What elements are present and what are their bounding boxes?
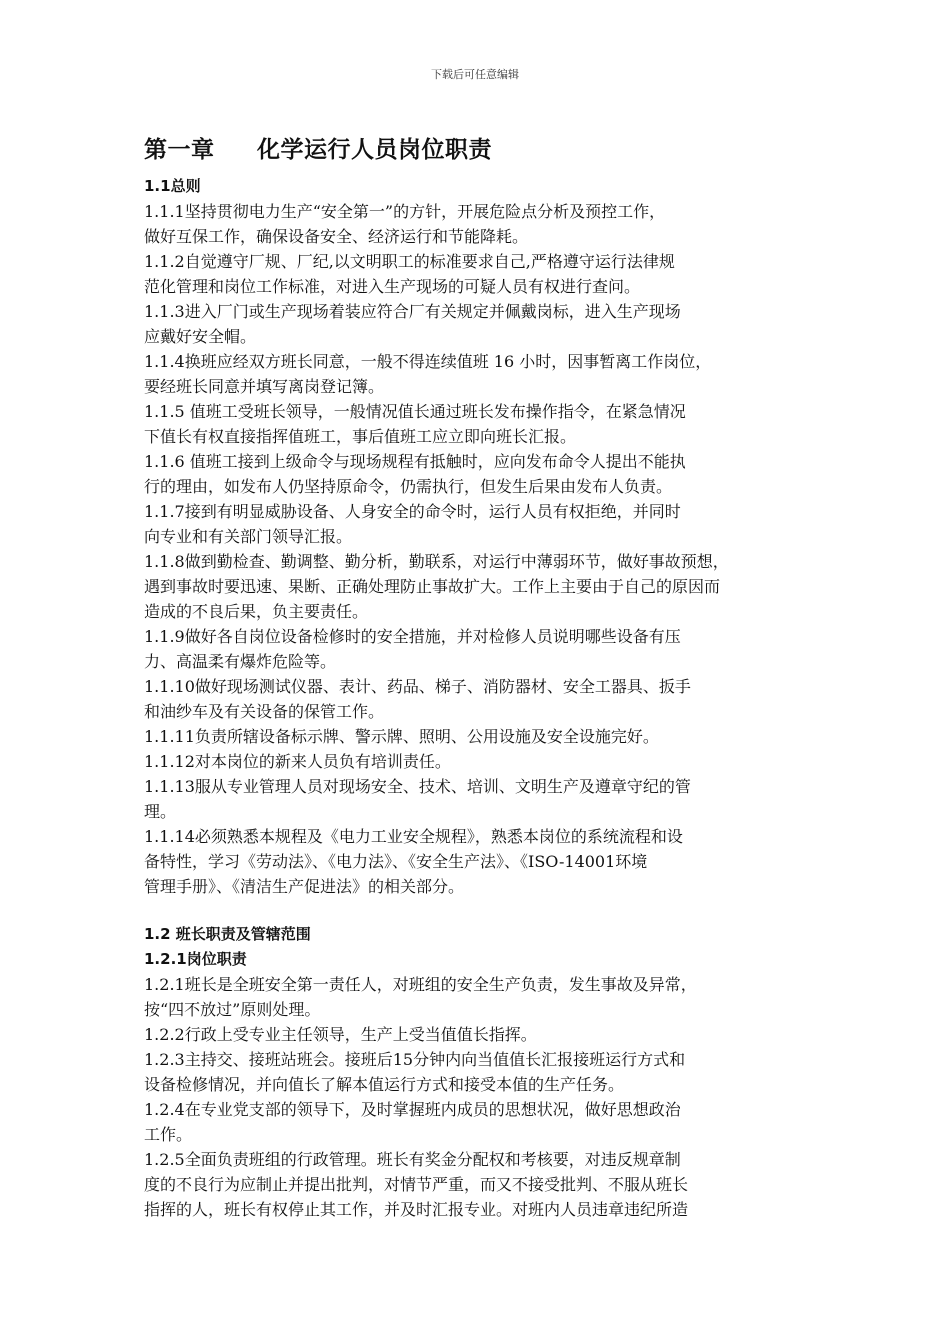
paragraph-line: 造成的不良后果，负主要责任。 (144, 602, 369, 621)
paragraph-line: 1.1.3进入厂门或生产现场着装应符合厂有关规定并佩戴岗标，进入生产现场 (144, 302, 681, 321)
section-1-2-paragraphs (144, 972, 854, 1222)
paragraph-line: 遇到事故时要迅速、果断、正确处理防止事故扩大。工作上主要由于自己的原因而 (144, 577, 721, 596)
paragraph-line: 要经班长同意并填写离岗登记簿。 (144, 377, 385, 396)
subsection-heading: 1.2.1岗位职责 (144, 950, 247, 968)
paragraph-line: 1.1.12对本岗位的新来人员负有培训责任。 (144, 752, 451, 771)
paragraph-line: 1.1.5 值班工受班长领导，一般情况值长通过班长发布操作指令，在紧急情况 (144, 402, 686, 421)
paragraph-line: 力、高温柔有爆炸危险等。 (144, 652, 337, 671)
chapter-title (144, 130, 854, 170)
paragraph-line: 工作。 (144, 1125, 193, 1144)
section-1-1-paragraphs (144, 199, 854, 899)
section-heading: 1.1总则 (144, 177, 201, 195)
paragraph-line: 做好互保工作，确保设备安全、经济运行和节能降耗。 (144, 227, 529, 246)
paragraph-line: 备特性，学习《劳动法》、《电力法》、《安全生产法》、《ISO-14001环境 (144, 852, 648, 871)
paragraph-line: 1.1.8做到勤检查、勤调整、勤分析，勤联系，对运行中薄弱环节，做好事故预想， (144, 552, 729, 571)
paragraph-line: 指挥的人，班长有权停止其工作，并及时汇报专业。对班内人员违章违纪所造 (144, 1200, 689, 1219)
paragraph-line: 1.1.9做好各自岗位设备检修时的安全措施，并对检修人员说明哪些设备有压 (144, 627, 681, 646)
paragraph-line: 1.2.3主持交、接班站班会。接班后15分钟内向当值值长汇报接班运行方式和 (144, 1050, 686, 1069)
paragraph-line: 1.1.1坚持贯彻电力生产“安全第一”的方针，开展危险点分析及预控工作， (144, 202, 666, 221)
paragraph-line: 1.2.4在专业党支部的领导下，及时掌握班内成员的思想状况，做好思想政治 (144, 1100, 681, 1119)
page-header: 下载后可任意编辑 (431, 68, 519, 81)
paragraph-line: 1.1.10做好现场测试仪器、表计、药品、梯子、消防器材、安全工器具、扳手 (144, 677, 691, 696)
paragraph-line: 1.1.6 值班工接到上级命令与现场规程有抵触时，应向发布命令人提出不能执 (144, 452, 686, 471)
section-heading: 1.2 班长职责及管辖范围 (144, 925, 311, 943)
paragraph-line: 度的不良行为应制止并提出批判，对情节严重，而又不接受批判、不服从班长 (144, 1175, 689, 1194)
chapter-number: 第一章 (144, 137, 215, 163)
paragraph-line: 设备检修情况，并向值长了解本值运行方式和接受本值的生产任务。 (144, 1075, 625, 1094)
paragraph-line: 理。 (144, 802, 177, 821)
paragraph-line: 管理手册》、《清洁生产促进法》的相关部分。 (144, 877, 465, 896)
paragraph-line: 1.1.2自觉遵守厂规、厂纪,以文明职工的标准要求自己,严格遵守运行法律规 (144, 252, 675, 271)
paragraph-line: 范化管理和岗位工作标准，对进入生产现场的可疑人员有权进行查问。 (144, 277, 641, 296)
chapter-name: 化学运行人员岗位职责 (257, 137, 492, 163)
paragraph-line: 下值长有权直接指挥值班工，事后值班工应立即向班长汇报。 (144, 427, 577, 446)
paragraph-line: 按“四不放过”原则处理。 (144, 1000, 321, 1019)
paragraph-line: 1.1.7接到有明显威胁设备、人身安全的命令时，运行人员有权拒绝，并同时 (144, 502, 681, 521)
paragraph-line: 行的理由，如发布人仍坚持原命令，仍需执行，但发生后果由发布人负责。 (144, 477, 673, 496)
paragraph-line: 和油纱车及有关设备的保管工作。 (144, 702, 385, 721)
paragraph-line: 1.2.1班长是全班安全第一责任人，对班组的安全生产负责，发生事故及异常， (144, 975, 697, 994)
paragraph-line: 1.2.2行政上受专业主任领导，生产上受当值值长指挥。 (144, 1025, 537, 1044)
paragraph-line: 1.1.4换班应经双方班长同意，一般不得连续值班 16 小时，因事暂离工作岗位， (144, 352, 712, 371)
paragraph-line: 向专业和有关部门领导汇报。 (144, 527, 353, 546)
paragraph-line: 1.2.5全面负责班组的行政管理。班长有奖金分配权和考核要，对违反规章制 (144, 1150, 681, 1169)
paragraph-line: 1.1.13服从专业管理人员对现场安全、技术、培训、文明生产及遵章守纪的管 (144, 777, 691, 796)
paragraph-line: 1.1.11负责所辖设备标示牌、警示牌、照明、公用设施及安全设施完好。 (144, 727, 659, 746)
paragraph-line: 应戴好安全帽。 (144, 327, 257, 346)
document-body (144, 130, 854, 1222)
paragraph-line: 1.1.14必须熟悉本规程及《电力工业安全规程》，熟悉本岗位的系统流程和设 (144, 827, 683, 846)
